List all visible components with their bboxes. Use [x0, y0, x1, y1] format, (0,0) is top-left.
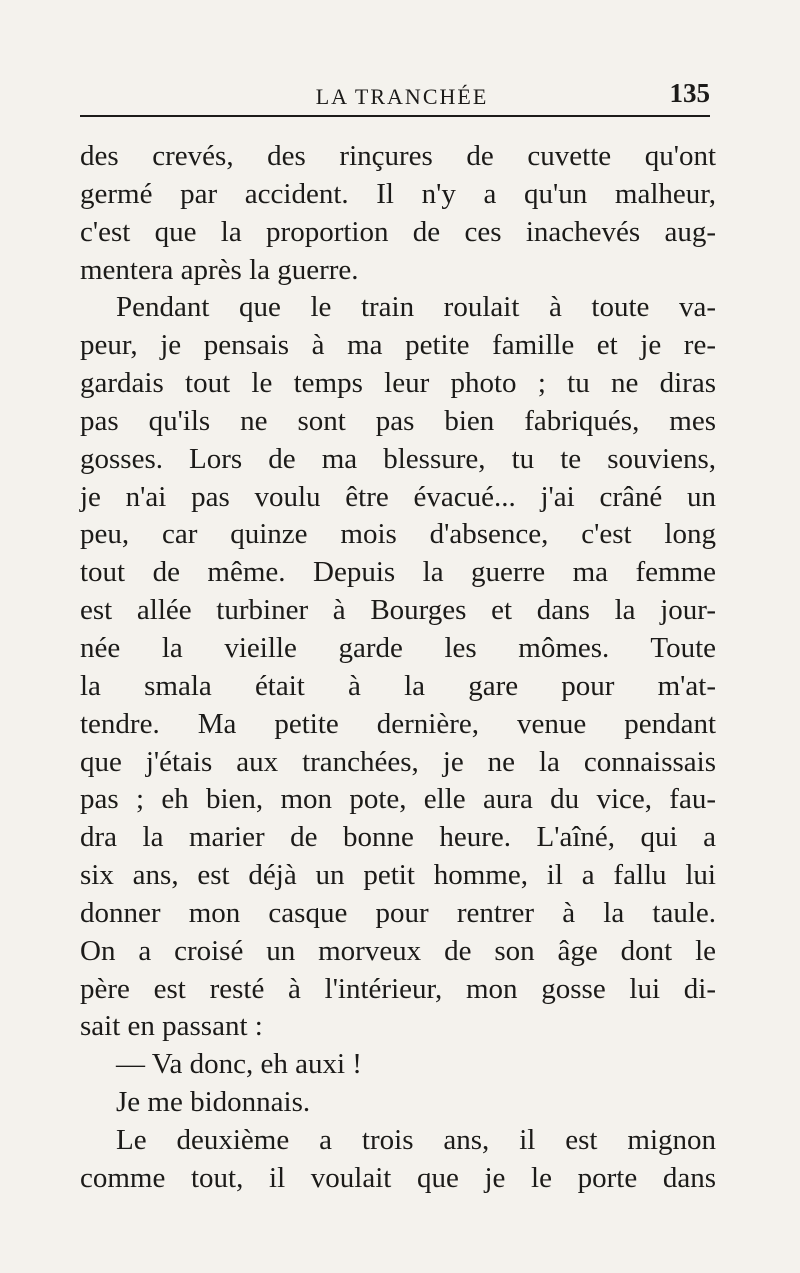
text-line: est allée turbiner à Bourges et dans la jour-	[80, 594, 716, 627]
text-line: gosses. Lors de ma blessure, tu te souviens,	[80, 442, 716, 475]
text-line: germé par accident. Il n'y a qu'un malheur,	[80, 177, 716, 210]
dialogue-line: — Va donc, eh auxi !	[116, 1048, 362, 1081]
text-line: peu, car quinze mois d'absence, c'est long	[80, 518, 716, 551]
running-head	[80, 74, 710, 114]
text-line: père est resté à l'intérieur, mon gosse lui di-	[80, 972, 716, 1005]
text-line: c'est que la proportion de ces inachevés aug-	[80, 215, 716, 248]
text-line: je n'ai pas voulu être évacué... j'ai crâné un	[80, 480, 716, 513]
header-rule	[80, 115, 710, 117]
text-line: mentera après la guerre.	[80, 253, 359, 286]
text-line: pas qu'ils ne sont pas bien fabriqués, mes	[80, 404, 716, 437]
text-line: des crevés, des rinçures de cuvette qu'ont	[80, 140, 716, 172]
text-line: peur, je pensais à ma petite famille et je re-	[80, 329, 716, 362]
page-number: 135	[669, 78, 710, 108]
running-title: LA TRANCHÉE	[315, 84, 489, 109]
text-line: dra la marier de bonne heure. L'aîné, qui a	[80, 821, 716, 854]
text-line: Je me bidonnais.	[116, 1086, 311, 1119]
text-line: sait en passant :	[80, 1010, 263, 1043]
text-line: tendre. Ma petite dernière, venue pendant	[80, 707, 716, 740]
text-line: Le deuxième a trois ans, il est mignon	[116, 1123, 716, 1156]
text-line: que j'étais aux tranchées, je ne la connaissais	[80, 745, 716, 778]
text-line: On a croisé un morveux de son âge dont le	[80, 934, 716, 967]
text-line: Pendant que le train roulait à toute va-	[116, 291, 716, 324]
text-line: donner mon casque pour rentrer à la taule.	[80, 896, 716, 929]
text-line: six ans, est déjà un petit homme, il a fallu lui	[80, 859, 716, 892]
text-line: comme tout, il voulait que je le porte dans	[80, 1161, 716, 1194]
body-text	[80, 138, 716, 1198]
text-line: la smala était à la gare pour m'at-	[80, 669, 716, 702]
text-line: née la vieille garde les mômes. Toute	[80, 631, 716, 664]
text-line: tout de même. Depuis la guerre ma femme	[80, 556, 716, 589]
text-line: pas ; eh bien, mon pote, elle aura du vice, fau-	[80, 783, 716, 816]
text-line: gardais tout le temps leur photo ; tu ne diras	[80, 367, 716, 400]
